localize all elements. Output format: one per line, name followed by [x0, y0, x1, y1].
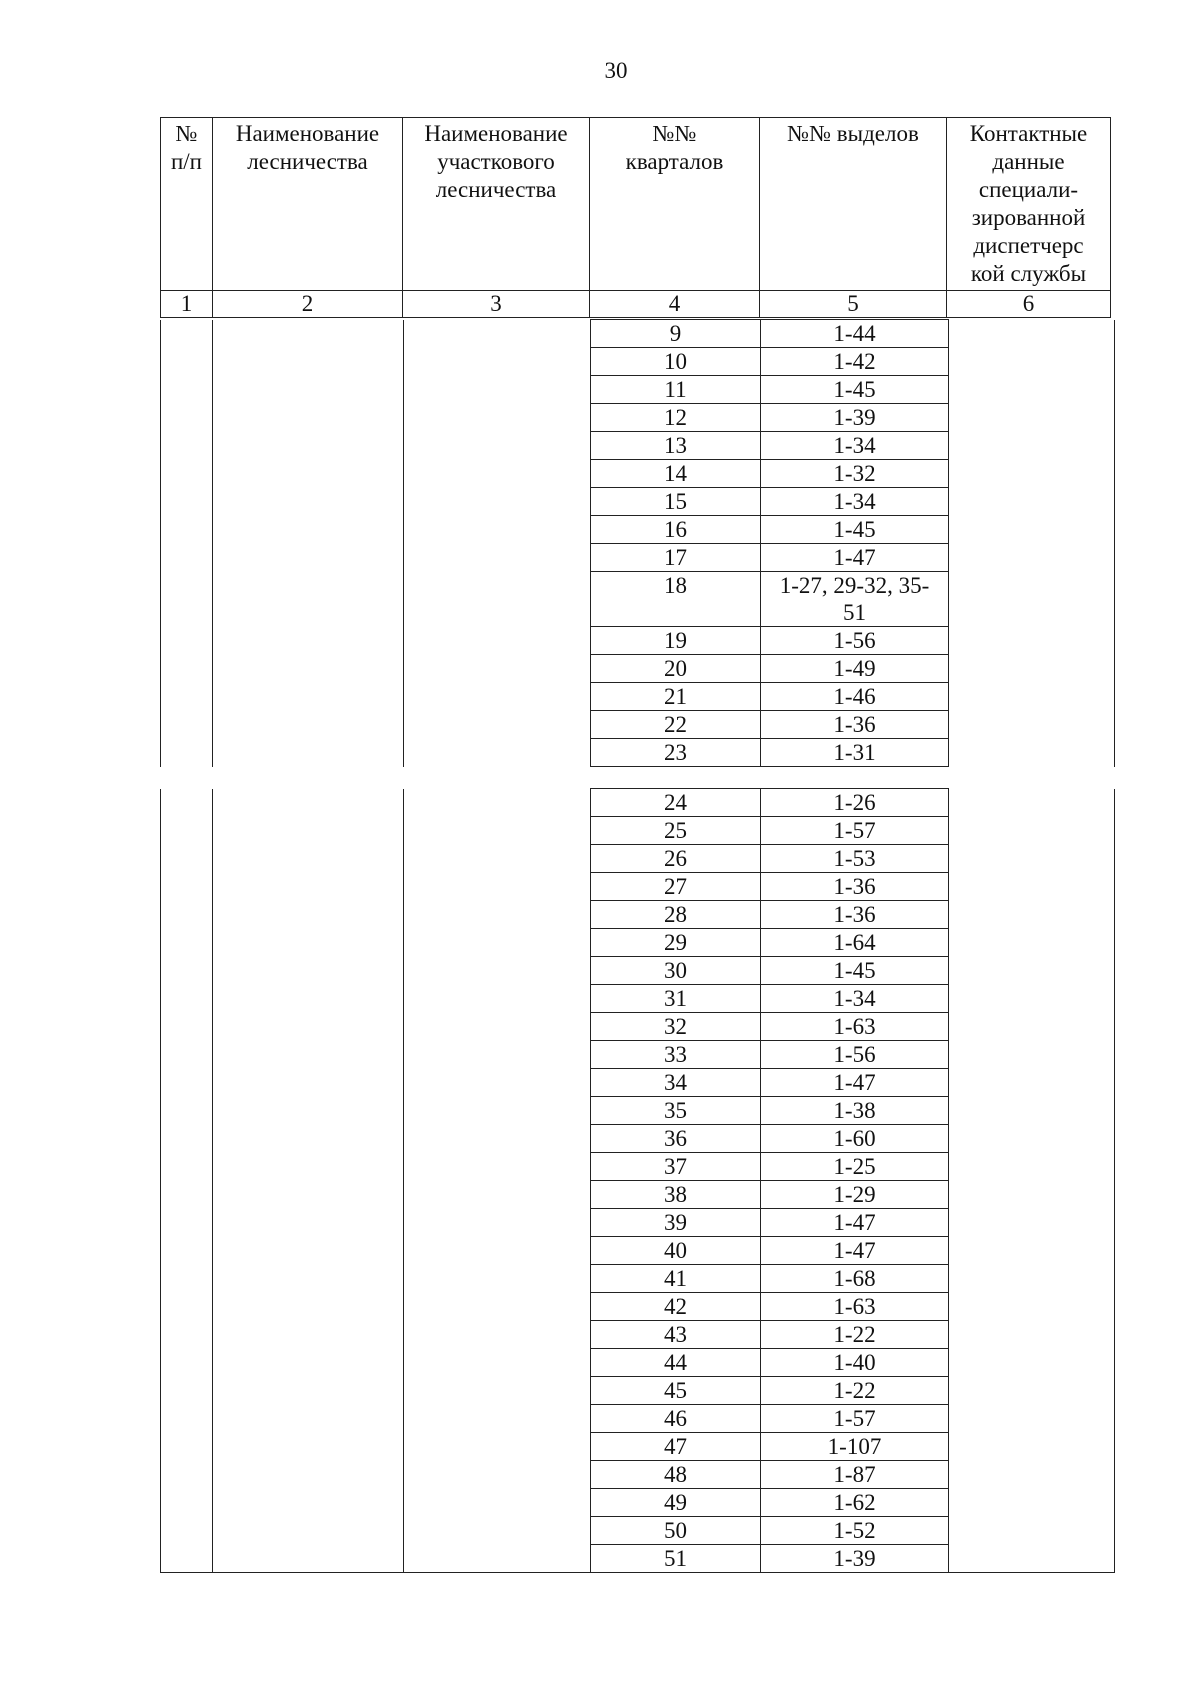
quarter-number-cell: 27	[591, 873, 761, 901]
allotments-cell	[761, 572, 949, 627]
quarter-number-cell: 12	[591, 404, 761, 432]
table-row	[161, 789, 1115, 817]
allotments-cell: 1-62	[761, 1489, 949, 1517]
group-2-rows	[161, 789, 1115, 1573]
column-number-cell: 3	[403, 291, 590, 318]
column-number-row	[161, 291, 1111, 318]
quarter-number-cell: 22	[591, 711, 761, 739]
quarter-number-cell: 31	[591, 985, 761, 1013]
allotments-line: 1-27, 29-32, 35-	[779, 573, 930, 598]
allotments-cell: 1-56	[761, 1041, 949, 1069]
allotments-cell: 1-47	[761, 544, 949, 572]
header-cell-6	[947, 118, 1111, 291]
quarter-number-cell: 25	[591, 817, 761, 845]
header-line: кой службы	[970, 261, 1087, 286]
header-line: №	[175, 121, 198, 146]
allotments-cell: 1-36	[761, 901, 949, 929]
quarter-number-cell: 38	[591, 1181, 761, 1209]
quarter-number-cell: 36	[591, 1125, 761, 1153]
quarter-number-cell: 45	[591, 1377, 761, 1405]
allotments-cell: 1-22	[761, 1377, 949, 1405]
allotments-cell: 1-44	[761, 320, 949, 348]
quarter-number-cell: 32	[591, 1013, 761, 1041]
quarter-number-cell: 47	[591, 1433, 761, 1461]
allotments-cell: 1-26	[761, 789, 949, 817]
allotments-line: 51	[843, 600, 866, 625]
allotments-cell: 1-60	[761, 1125, 949, 1153]
spanning-cell-col-2	[213, 320, 404, 767]
header-line: Наименование	[235, 121, 380, 146]
header-line: специали-	[978, 177, 1079, 202]
spanning-cell-col-2	[213, 789, 404, 1573]
allotments-cell: 1-34	[761, 488, 949, 516]
header-cell-5	[760, 118, 947, 291]
spanning-cell-col-3	[404, 320, 591, 767]
allotments-cell: 1-31	[761, 739, 949, 767]
allotments-cell: 1-46	[761, 683, 949, 711]
contact-data-cell	[949, 789, 1115, 1573]
quarter-number-cell: 23	[591, 739, 761, 767]
header-line: данные	[992, 149, 1065, 174]
allotments-cell: 1-57	[761, 817, 949, 845]
allotments-cell: 1-45	[761, 516, 949, 544]
page-number: 30	[604, 58, 628, 83]
quarter-number-cell: 51	[591, 1545, 761, 1573]
quarter-number-cell: 13	[591, 432, 761, 460]
header-line: лесничества	[247, 149, 368, 174]
allotments-cell: 1-64	[761, 929, 949, 957]
data-table-group-1	[160, 319, 1115, 767]
group-1-rows	[161, 320, 1115, 767]
column-number-cell: 6	[947, 291, 1111, 318]
quarter-number-cell: 18	[591, 572, 761, 627]
table-header	[160, 117, 1111, 318]
quarter-number-cell: 40	[591, 1237, 761, 1265]
header-line: кварталов	[625, 149, 724, 174]
allotments-cell: 1-47	[761, 1209, 949, 1237]
allotments-cell: 1-34	[761, 985, 949, 1013]
header-line: №№	[652, 121, 697, 146]
header-line: №№ выделов	[787, 121, 919, 146]
contact-data-cell	[949, 320, 1115, 767]
allotments-cell: 1-107	[761, 1433, 949, 1461]
data-table-group-2	[160, 788, 1115, 1573]
allotments-cell: 1-45	[761, 957, 949, 985]
allotments-cell: 1-63	[761, 1013, 949, 1041]
allotments-cell: 1-53	[761, 845, 949, 873]
quarter-number-cell: 20	[591, 655, 761, 683]
header-line: участкового	[437, 149, 555, 174]
header-cell-1	[161, 118, 213, 291]
quarter-number-cell: 16	[591, 516, 761, 544]
allotments-cell: 1-34	[761, 432, 949, 460]
allotments-cell: 1-56	[761, 627, 949, 655]
column-number-cell: 5	[760, 291, 947, 318]
quarter-number-cell: 41	[591, 1265, 761, 1293]
quarter-number-cell: 30	[591, 957, 761, 985]
allotments-cell: 1-49	[761, 655, 949, 683]
allotments-cell: 1-47	[761, 1069, 949, 1097]
quarter-number-cell: 37	[591, 1153, 761, 1181]
quarter-number-cell: 44	[591, 1349, 761, 1377]
quarter-number-cell: 39	[591, 1209, 761, 1237]
header-row	[161, 118, 1111, 291]
allotments-cell: 1-63	[761, 1293, 949, 1321]
allotments-cell: 1-29	[761, 1181, 949, 1209]
quarter-number-cell: 19	[591, 627, 761, 655]
header-line: диспетчерс	[973, 233, 1084, 258]
allotments-cell: 1-40	[761, 1349, 949, 1377]
spanning-cell-col-1	[161, 789, 213, 1573]
quarter-number-cell: 14	[591, 460, 761, 488]
header-line: лесничества	[435, 177, 557, 202]
quarter-number-cell: 50	[591, 1517, 761, 1545]
quarter-number-cell: 49	[591, 1489, 761, 1517]
allotments-cell: 1-32	[761, 460, 949, 488]
quarter-number-cell: 33	[591, 1041, 761, 1069]
allotments-cell: 1-36	[761, 711, 949, 739]
header-line: зированной	[971, 205, 1086, 230]
allotments-cell: 1-36	[761, 873, 949, 901]
quarter-number-cell: 26	[591, 845, 761, 873]
allotments-cell: 1-22	[761, 1321, 949, 1349]
spanning-cell-col-3	[404, 789, 591, 1573]
quarter-number-cell: 35	[591, 1097, 761, 1125]
quarter-number-cell: 24	[591, 789, 761, 817]
quarter-number-cell: 42	[591, 1293, 761, 1321]
allotments-cell: 1-25	[761, 1153, 949, 1181]
header-line: Контактные	[969, 121, 1088, 146]
quarter-number-cell: 43	[591, 1321, 761, 1349]
allotments-cell: 1-39	[761, 1545, 949, 1573]
allotments-cell: 1-38	[761, 1097, 949, 1125]
column-number-cell: 1	[161, 291, 213, 318]
quarter-number-cell: 46	[591, 1405, 761, 1433]
quarter-number-cell: 28	[591, 901, 761, 929]
quarter-number-cell: 10	[591, 348, 761, 376]
header-cell-2	[213, 118, 403, 291]
header-cell-3	[403, 118, 590, 291]
column-number-cell: 4	[590, 291, 760, 318]
allotments-cell: 1-45	[761, 376, 949, 404]
quarter-number-cell: 11	[591, 376, 761, 404]
quarter-number-cell: 17	[591, 544, 761, 572]
allotments-cell: 1-42	[761, 348, 949, 376]
allotments-cell: 1-87	[761, 1461, 949, 1489]
spanning-cell-col-1	[161, 320, 213, 767]
quarter-number-cell: 34	[591, 1069, 761, 1097]
quarter-number-cell: 29	[591, 929, 761, 957]
table-row	[161, 320, 1115, 348]
header-cell-4	[590, 118, 760, 291]
allotments-cell: 1-52	[761, 1517, 949, 1545]
allotments-cell: 1-57	[761, 1405, 949, 1433]
quarter-number-cell: 48	[591, 1461, 761, 1489]
quarter-number-cell: 9	[591, 320, 761, 348]
quarter-number-cell: 15	[591, 488, 761, 516]
allotments-cell: 1-68	[761, 1265, 949, 1293]
quarter-number-cell: 21	[591, 683, 761, 711]
header-line: п/п	[170, 149, 202, 174]
header-line: Наименование	[424, 121, 568, 146]
column-number-cell: 2	[213, 291, 403, 318]
allotments-cell: 1-39	[761, 404, 949, 432]
allotments-cell: 1-47	[761, 1237, 949, 1265]
